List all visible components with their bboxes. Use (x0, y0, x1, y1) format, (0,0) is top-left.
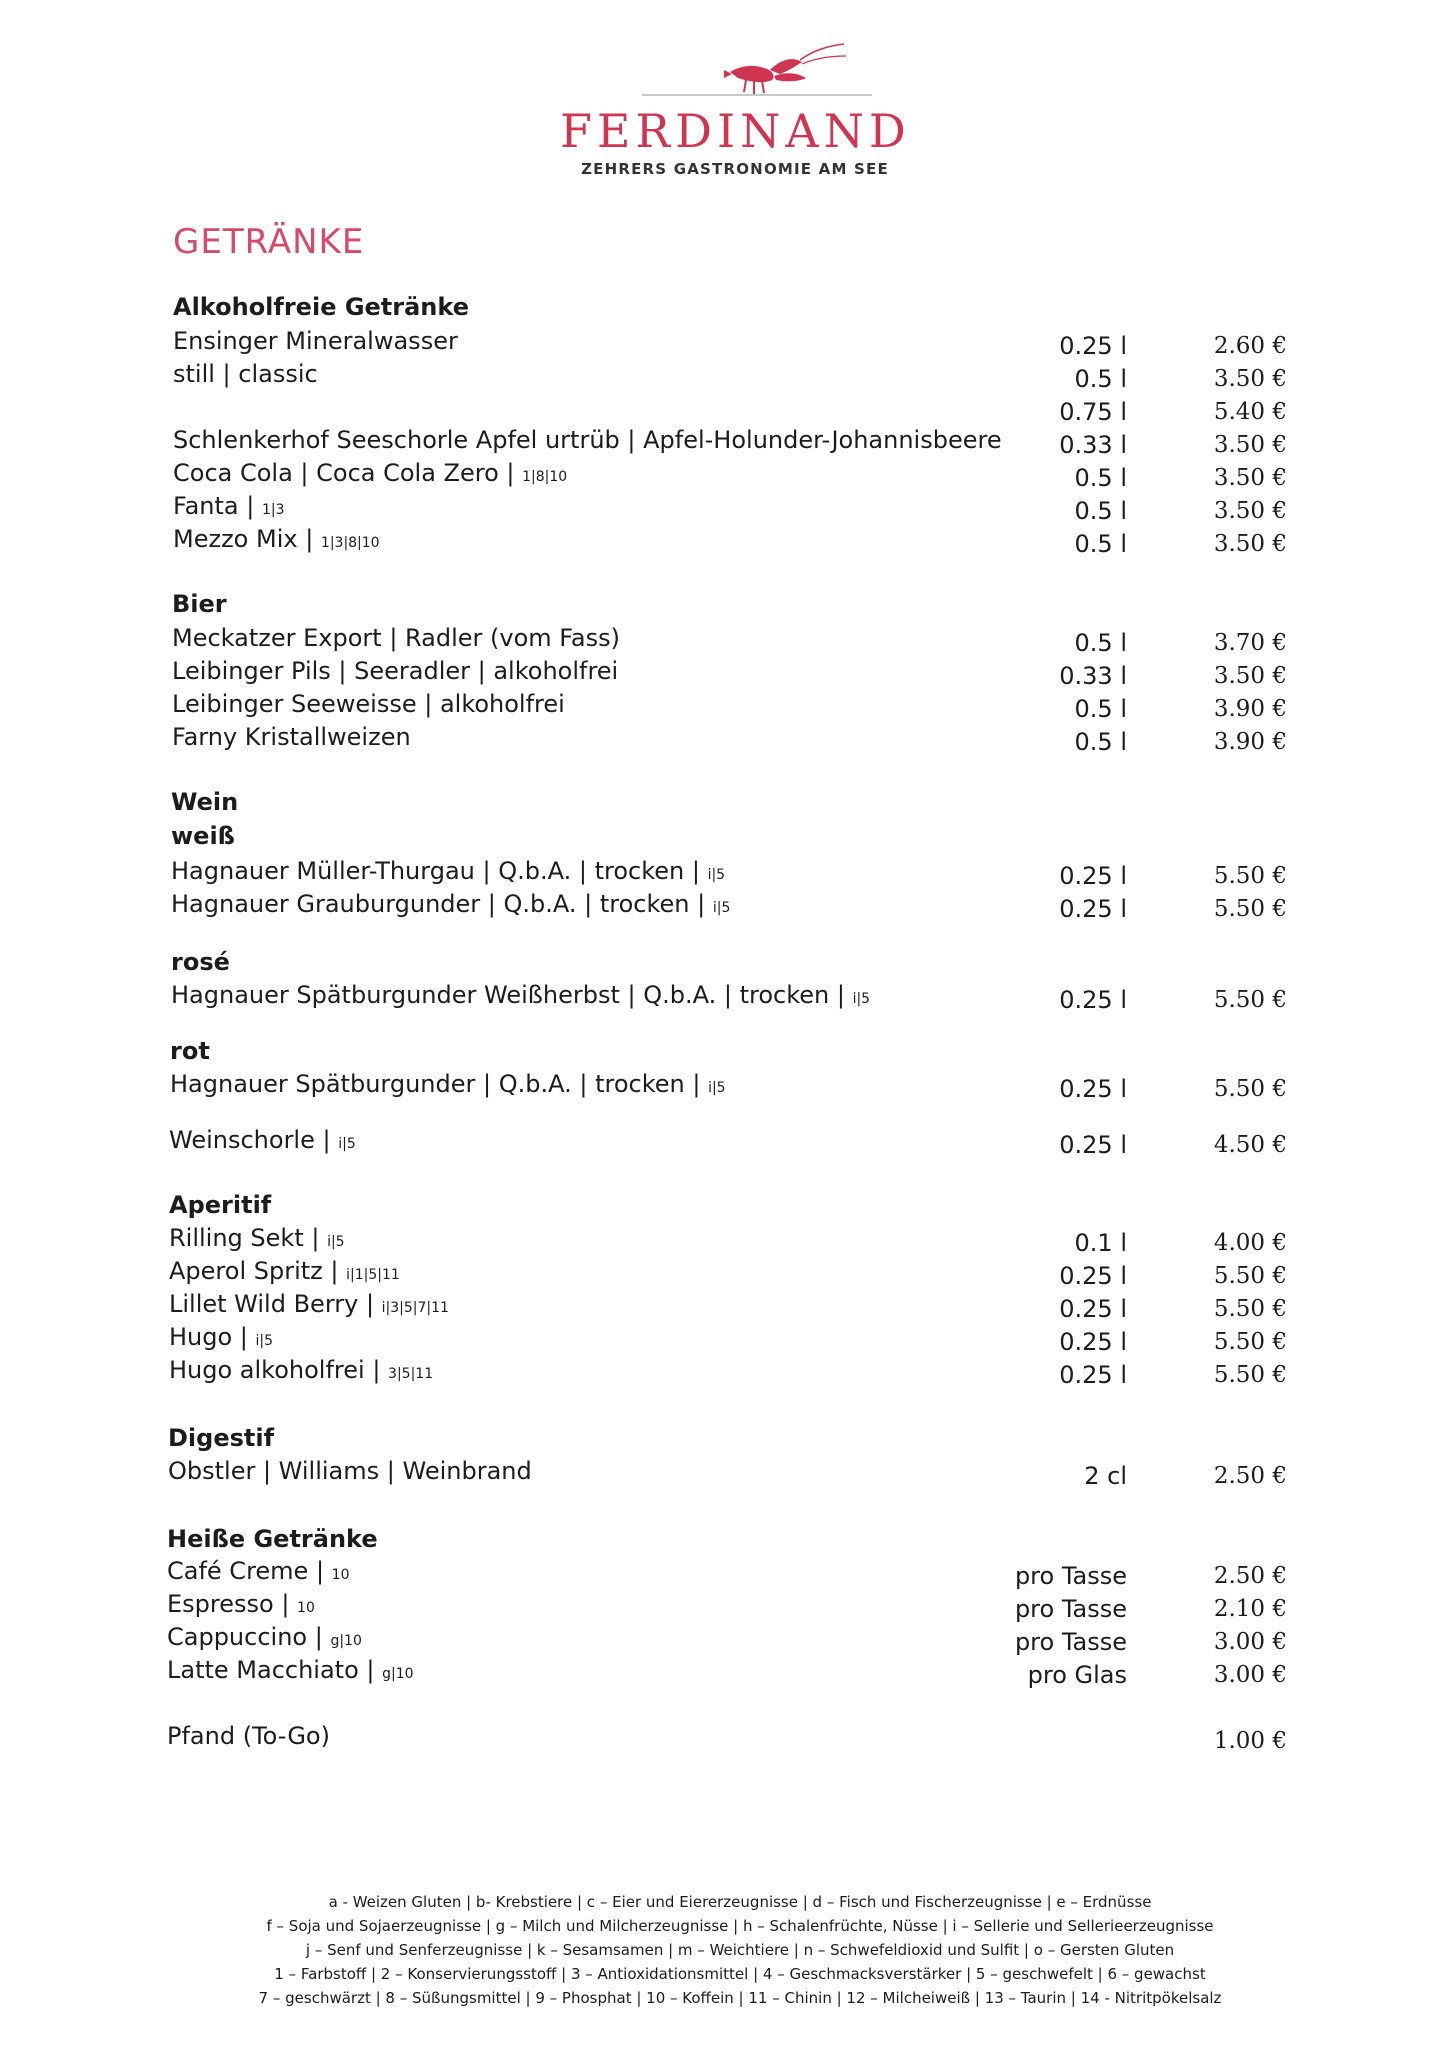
menu-item-quantity: 0.25 l (1059, 895, 1127, 923)
menu-item-name: Cappuccino | g|10 (167, 1623, 362, 1651)
menu-item-name: Aperol Spritz | i|1|5|11 (169, 1257, 400, 1285)
menu-item-name: Latte Macchiato | g|10 (167, 1656, 414, 1684)
menu-item-price: 3.50 € (1213, 531, 1287, 557)
menu-item-quantity: 0.5 l (1074, 629, 1127, 657)
menu-item-quantity: 0.25 l (1059, 862, 1127, 890)
section-heading-weiss: weiß (171, 822, 235, 850)
menu-item-price: 5.50 € (1213, 896, 1287, 922)
menu-item-quantity: 0.25 l (1059, 1295, 1127, 1323)
menu-item-price: 3.50 € (1213, 432, 1287, 458)
menu-item-name: Coca Cola | Coca Cola Zero | 1|8|10 (173, 459, 568, 487)
menu-item-name: Meckatzer Export | Radler (vom Fass) (172, 624, 620, 652)
brand-name: FERDINAND (560, 104, 911, 158)
menu-item-quantity: 0.5 l (1074, 497, 1127, 525)
menu-item-name: Leibinger Pils | Seeradler | alkoholfrei (172, 657, 619, 685)
menu-item-name: Schlenkerhof Seeschorle Apfel urtrüb | Apfel-Holunder-Johannisbeere (173, 426, 1002, 454)
section-heading-digestif: Digestif (168, 1424, 275, 1452)
menu-item-price: 4.50 € (1213, 1132, 1287, 1158)
section-heading-heiss: Heiße Getränke (167, 1525, 378, 1553)
menu-item-name: Lillet Wild Berry | i|3|5|7|11 (169, 1290, 449, 1318)
menu-item-price: 4.00 € (1213, 1230, 1287, 1256)
menu-item-name: Hugo alkoholfrei | 3|5|11 (169, 1356, 434, 1384)
menu-item-quantity: 0.25 l (1059, 1131, 1127, 1159)
lobster-icon (710, 40, 850, 100)
menu-item-quantity: 0.25 l (1059, 332, 1127, 360)
legend-line: f – Soja und Sojaerzeugnisse | g – Milch und Milcherzeugnisse | h – Schalenfrüchte, Nüsse | i – Sellerie und Sellerieerzeugnisse (266, 1917, 1214, 1935)
menu-item-name: Rilling Sekt | i|5 (169, 1224, 345, 1252)
section-heading-bier: Bier (172, 590, 227, 618)
menu-item-quantity: 0.5 l (1074, 530, 1127, 558)
logo-divider (642, 94, 872, 96)
menu-item-name: Hagnauer Müller-Thurgau | Q.b.A. | trocken | i|5 (171, 857, 726, 885)
section-heading-rot: rot (170, 1037, 210, 1065)
page-title: GETRÄNKE (173, 222, 365, 262)
menu-item-price: 3.50 € (1213, 498, 1287, 524)
menu-item-price: 2.10 € (1213, 1596, 1287, 1622)
legend-line: a - Weizen Gluten | b- Krebstiere | c – Eier und Eiererzeugnisse | d – Fisch und Fischerzeugnisse | e – Erdnüsse (328, 1893, 1152, 1911)
menu-item-name: Hagnauer Grauburgunder | Q.b.A. | trocken | i|5 (171, 890, 731, 918)
menu-item-price: 3.70 € (1213, 630, 1287, 656)
section-heading-rose: rosé (171, 948, 230, 976)
menu-item-name: Farny Kristallweizen (172, 723, 411, 751)
legend-line: 1 – Farbstoff | 2 – Konservierungsstoff | 3 – Antioxidationsmittel | 4 – Geschmacksverstärker | 5 – geschwefelt | 6 – gewachst (274, 1965, 1206, 1983)
menu-item-quantity: 0.25 l (1059, 1328, 1127, 1356)
menu-item-price: 1.00 € (1213, 1728, 1287, 1754)
menu-item-quantity: 0.75 l (1059, 398, 1127, 426)
section-heading-wein: Wein (171, 788, 239, 816)
menu-item-price: 5.40 € (1213, 399, 1287, 425)
legend-line: j – Senf und Senferzeugnisse | k – Sesamsamen | m – Weichtiere | n – Schwefeldioxid und Sulfit | o – Gersten Gluten (305, 1941, 1175, 1959)
menu-item-name: Obstler | Williams | Weinbrand (168, 1457, 532, 1485)
menu-item-quantity: 0.33 l (1059, 662, 1127, 690)
menu-item-name: Café Creme | 10 (167, 1557, 350, 1585)
menu-item-price: 3.50 € (1213, 465, 1287, 491)
menu-item-quantity: 0.33 l (1059, 431, 1127, 459)
menu-item-quantity: 0.25 l (1059, 1075, 1127, 1103)
menu-item-price: 3.90 € (1213, 729, 1287, 755)
menu-item-name: Hagnauer Spätburgunder Weißherbst | Q.b.A. | trocken | i|5 (171, 981, 871, 1009)
menu-item-price: 3.50 € (1213, 663, 1287, 689)
menu-item-name: Hagnauer Spätburgunder | Q.b.A. | trocken | i|5 (170, 1070, 726, 1098)
menu-item-price: 5.50 € (1213, 1362, 1287, 1388)
menu-item-price: 5.50 € (1213, 1263, 1287, 1289)
menu-item-price: 3.50 € (1213, 366, 1287, 392)
menu-item-price: 3.00 € (1213, 1629, 1287, 1655)
menu-item-price: 3.90 € (1213, 696, 1287, 722)
allergen-legend (100, 1890, 1380, 2010)
menu-item-quantity: pro Tasse (1014, 1562, 1127, 1590)
menu-item-quantity: 0.25 l (1059, 986, 1127, 1014)
menu-item-price: 2.50 € (1213, 1463, 1287, 1489)
menu-item-name: Weinschorle | i|5 (169, 1126, 356, 1154)
menu-item-price: 5.50 € (1213, 1329, 1287, 1355)
menu-item-quantity: 0.5 l (1074, 365, 1127, 393)
menu-item-price: 5.50 € (1213, 863, 1287, 889)
menu-item-name: Hugo | i|5 (169, 1323, 274, 1351)
menu-item-quantity: 0.5 l (1074, 728, 1127, 756)
menu-item-name: Fanta | 1|3 (173, 492, 285, 520)
menu-item-price: 5.50 € (1213, 1296, 1287, 1322)
brand-logo (560, 40, 910, 180)
menu-item-price: 3.00 € (1213, 1662, 1287, 1688)
menu-item-price: 5.50 € (1213, 987, 1287, 1013)
menu-item-quantity: 2 cl (1084, 1462, 1127, 1490)
section-heading-alkoholfrei: Alkoholfreie Getränke (173, 293, 469, 321)
menu-item-quantity: pro Tasse (1014, 1628, 1127, 1656)
menu-item-name: Ensinger Mineralwasser (173, 327, 458, 355)
legend-line: 7 – geschwärzt | 8 – Süßungsmittel | 9 – Phosphat | 10 – Koffein | 11 – Chinin | 12 – Milcheiweiß | 13 – Taurin | 14 - Nitritpökelsalz (258, 1989, 1222, 2007)
brand-subtitle: ZEHRERS GASTRONOMIE AM SEE (581, 160, 889, 178)
menu-item-quantity: 0.5 l (1074, 695, 1127, 723)
menu-item-price: 2.50 € (1213, 1563, 1287, 1589)
menu-item-quantity: 0.5 l (1074, 464, 1127, 492)
menu-item-price: 2.60 € (1213, 333, 1287, 359)
menu-item-name: still | classic (173, 360, 318, 388)
menu-item-quantity: 0.1 l (1074, 1229, 1127, 1257)
menu-item-quantity: 0.25 l (1059, 1361, 1127, 1389)
menu-item-name: Mezzo Mix | 1|3|8|10 (173, 525, 380, 553)
menu-item-name: Espresso | 10 (167, 1590, 315, 1618)
menu-item-price: 5.50 € (1213, 1076, 1287, 1102)
menu-item-name: Leibinger Seeweisse | alkoholfrei (172, 690, 565, 718)
menu-item-name: Pfand (To-Go) (167, 1722, 330, 1750)
menu-item-quantity: 0.25 l (1059, 1262, 1127, 1290)
menu-item-quantity: pro Glas (1027, 1661, 1127, 1689)
section-heading-aperitif: Aperitif (169, 1191, 272, 1219)
menu-item-quantity: pro Tasse (1014, 1595, 1127, 1623)
